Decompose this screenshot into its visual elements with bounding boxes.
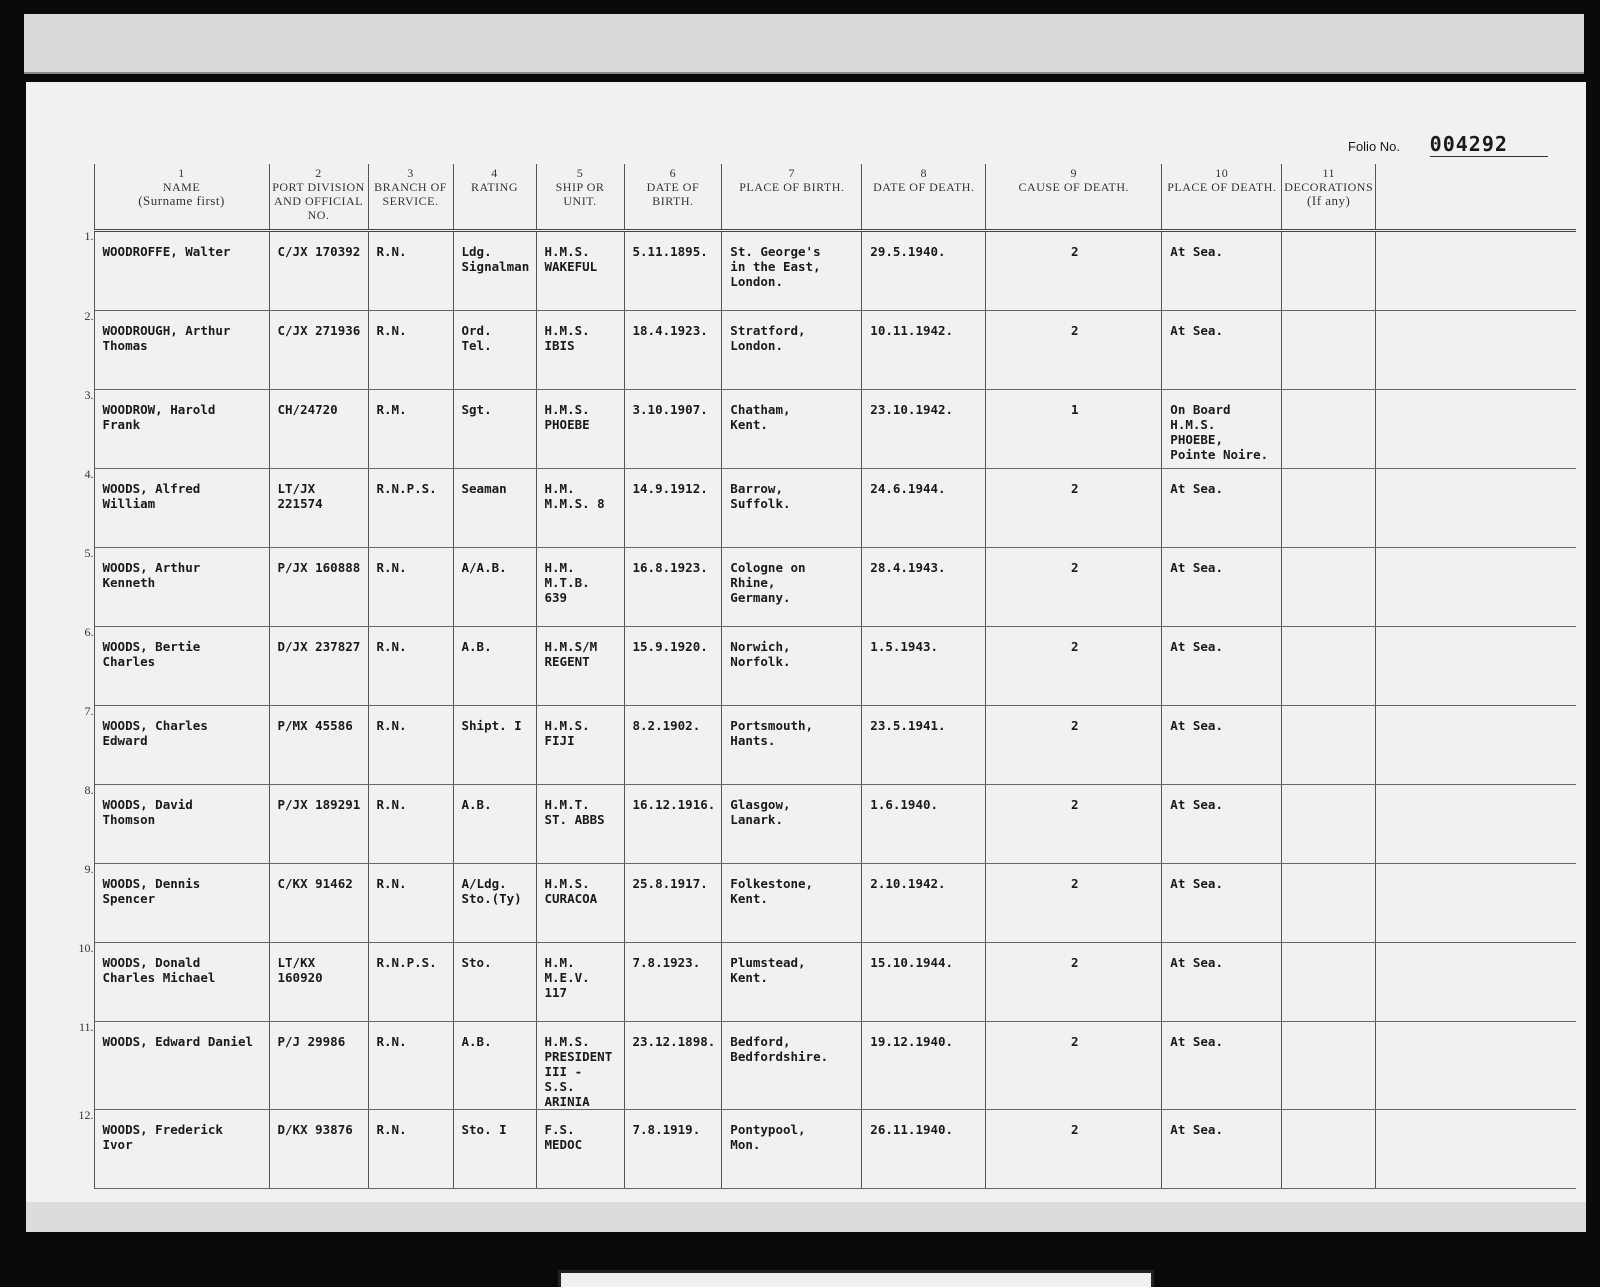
row-number-label: 8. <box>84 782 94 797</box>
row-number <box>66 624 94 706</box>
column-label: BRANCH OF SERVICE. <box>374 180 447 208</box>
column-header <box>624 164 722 231</box>
pod-cell: At Sea. <box>1162 706 1282 785</box>
folio-number <box>1348 132 1548 156</box>
decorations-cell <box>1282 943 1376 1022</box>
table-row <box>66 864 1576 943</box>
rating-cell: Ldg. Signalman <box>453 231 536 311</box>
folio-value: 004292 <box>1430 132 1548 157</box>
decorations-cell <box>1282 785 1376 864</box>
pod-cell: At Sea. <box>1162 231 1282 311</box>
column-number: 5 <box>576 166 584 180</box>
decorations-cell <box>1282 627 1376 706</box>
table-row <box>66 1110 1576 1189</box>
cause-cell: 2 <box>986 469 1162 548</box>
port-cell: D/JX 237827 <box>269 627 368 706</box>
column-number: 6 <box>669 166 677 180</box>
dob-cell: 7.8.1923. <box>624 943 722 1022</box>
dod-cell: 10.11.1942. <box>862 311 986 390</box>
branch-cell: R.N. <box>368 548 453 627</box>
port-cell: P/JX 160888 <box>269 548 368 627</box>
cause-cell: 2 <box>986 864 1162 943</box>
pob-cell: Chatham, Kent. <box>722 390 862 469</box>
table-row <box>66 231 1576 311</box>
row-number <box>66 940 94 1022</box>
rating-cell: Ord. Tel. <box>453 311 536 390</box>
pod-cell: At Sea. <box>1162 548 1282 627</box>
dob-cell: 16.12.1916. <box>624 785 722 864</box>
blank-cell <box>1376 548 1576 627</box>
blank-cell <box>1376 311 1576 390</box>
decorations-cell <box>1282 231 1376 311</box>
table-row <box>66 469 1576 548</box>
column-sublabel: (If any) <box>1307 193 1351 208</box>
name-cell: WOODS, Dennis Spencer <box>94 864 269 943</box>
register-page <box>26 82 1586 1232</box>
cause-cell: 1 <box>986 390 1162 469</box>
ship-cell: H.M.S. PHOEBE <box>536 390 624 469</box>
pob-cell: Folkestone, Kent. <box>722 864 862 943</box>
blank-cell <box>1376 706 1576 785</box>
blank-cell <box>1376 390 1576 469</box>
ship-cell: H.M. M.E.V. 117 <box>536 943 624 1022</box>
dod-cell: 23.10.1942. <box>862 390 986 469</box>
rating-cell: Sto. <box>453 943 536 1022</box>
decorations-cell <box>1282 311 1376 390</box>
column-label: SHIP OR UNIT. <box>555 180 605 208</box>
row-number-label: 9. <box>84 861 94 876</box>
ship-cell: H.M.S. CURACOA <box>536 864 624 943</box>
branch-cell: R.N. <box>368 706 453 785</box>
port-cell: P/J 29986 <box>269 1022 368 1110</box>
name-cell: WOODROFFE, Walter <box>94 231 269 311</box>
row-number-label: 6. <box>84 624 94 639</box>
column-label: CAUSE OF DEATH. <box>1018 180 1130 194</box>
cause-cell: 2 <box>986 231 1162 311</box>
column-header <box>453 164 536 231</box>
pob-cell: Cologne on Rhine, Germany. <box>722 548 862 627</box>
pob-cell: Norwich, Norfolk. <box>722 627 862 706</box>
column-label: RATING <box>471 180 518 194</box>
ship-cell: H.M. M.T.B. 639 <box>536 548 624 627</box>
cause-cell: 2 <box>986 548 1162 627</box>
pod-cell: On Board H.M.S. PHOEBE, Pointe Noire. <box>1162 390 1282 469</box>
row-number <box>66 466 94 548</box>
decorations-cell <box>1282 1110 1376 1189</box>
branch-cell: R.N.P.S. <box>368 943 453 1022</box>
row-number-label: 1. <box>84 228 94 243</box>
column-header <box>1282 164 1376 231</box>
cause-cell: 2 <box>986 627 1162 706</box>
ship-cell: H.M.S. PRESIDENT III - S.S. ARINIA <box>536 1022 624 1110</box>
name-cell: WOODS, Alfred William <box>94 469 269 548</box>
table-row <box>66 390 1576 469</box>
branch-cell: R.N. <box>368 864 453 943</box>
pod-cell: At Sea. <box>1162 311 1282 390</box>
dob-cell: 8.2.1902. <box>624 706 722 785</box>
port-cell: P/JX 189291 <box>269 785 368 864</box>
column-label: NAME <box>162 180 201 194</box>
column-header <box>986 164 1162 231</box>
dob-cell: 16.8.1923. <box>624 548 722 627</box>
port-cell: CH/24720 <box>269 390 368 469</box>
branch-cell: R.N.P.S. <box>368 469 453 548</box>
ship-cell: F.S. MEDOC <box>536 1110 624 1189</box>
pod-cell: At Sea. <box>1162 785 1282 864</box>
row-number-label: 2. <box>84 308 94 323</box>
ship-cell: H.M.S. WAKEFUL <box>536 231 624 311</box>
column-number: 3 <box>407 166 414 180</box>
ship-cell: H.M.S/M REGENT <box>536 627 624 706</box>
row-number <box>66 228 94 311</box>
rating-cell: Shipt. I <box>453 706 536 785</box>
row-number <box>66 545 94 627</box>
name-cell: WOODS, Frederick Ivor <box>94 1110 269 1189</box>
decorations-cell <box>1282 706 1376 785</box>
column-header <box>368 164 453 231</box>
row-number-header <box>66 164 94 231</box>
pod-cell: At Sea. <box>1162 943 1282 1022</box>
pob-cell: St. George's in the East, London. <box>722 231 862 311</box>
dob-cell: 5.11.1895. <box>624 231 722 311</box>
pod-cell: At Sea. <box>1162 1110 1282 1189</box>
branch-cell: R.N. <box>368 785 453 864</box>
dod-cell: 23.5.1941. <box>862 706 986 785</box>
dob-cell: 14.9.1912. <box>624 469 722 548</box>
cause-cell: 2 <box>986 311 1162 390</box>
pob-cell: Pontypool, Mon. <box>722 1110 862 1189</box>
dod-cell: 19.12.1940. <box>862 1022 986 1110</box>
rating-cell: Sgt. <box>453 390 536 469</box>
column-header <box>722 164 862 231</box>
row-number-label: 12. <box>78 1107 94 1122</box>
decorations-cell <box>1282 548 1376 627</box>
row-number-label: 11. <box>78 1019 94 1034</box>
column-header <box>536 164 624 231</box>
decorations-cell <box>1282 469 1376 548</box>
decorations-cell <box>1282 1022 1376 1110</box>
casualty-register-table <box>66 164 1576 1189</box>
dob-cell: 23.12.1898. <box>624 1022 722 1110</box>
name-cell: WOODROW, Harold Frank <box>94 390 269 469</box>
row-number <box>66 861 94 943</box>
rating-cell: Seaman <box>453 469 536 548</box>
column-header <box>269 164 368 231</box>
column-number: 1 <box>178 166 185 180</box>
decorations-cell <box>1282 864 1376 943</box>
pob-cell: Barrow, Suffolk. <box>722 469 862 548</box>
pod-cell: At Sea. <box>1162 864 1282 943</box>
column-label: DECORATIONS <box>1284 180 1374 194</box>
row-number-label: 7. <box>84 703 94 718</box>
bottom-page-tab <box>558 1270 1154 1287</box>
blank-cell <box>1376 785 1576 864</box>
table-row <box>66 943 1576 1022</box>
row-number-label: 10. <box>78 940 94 955</box>
row-number <box>66 1019 94 1110</box>
row-number-label: 4. <box>84 466 94 481</box>
port-cell: C/JX 271936 <box>269 311 368 390</box>
port-cell: D/KX 93876 <box>269 1110 368 1189</box>
name-cell: WOODS, David Thomson <box>94 785 269 864</box>
pod-cell: At Sea. <box>1162 1022 1282 1110</box>
dod-cell: 1.6.1940. <box>862 785 986 864</box>
column-number: 4 <box>491 166 498 180</box>
cause-cell: 2 <box>986 943 1162 1022</box>
dod-cell: 2.10.1942. <box>862 864 986 943</box>
blank-cell <box>1376 231 1576 311</box>
column-label: PLACE OF DEATH. <box>1167 180 1277 194</box>
column-label: PLACE OF BIRTH. <box>739 180 845 194</box>
table-row <box>66 706 1576 785</box>
pob-cell: Portsmouth, Hants. <box>722 706 862 785</box>
rating-cell: A/A.B. <box>453 548 536 627</box>
column-number: 10 <box>1215 166 1229 180</box>
port-cell: LT/JX 221574 <box>269 469 368 548</box>
dob-cell: 3.10.1907. <box>624 390 722 469</box>
blank-cell <box>1376 1110 1576 1189</box>
ship-cell: H.M.S. FIJI <box>536 706 624 785</box>
blank-cell <box>1376 943 1576 1022</box>
row-number <box>66 703 94 785</box>
column-label: DATE OF DEATH. <box>873 180 975 194</box>
column-header <box>862 164 986 231</box>
column-header <box>1162 164 1282 231</box>
row-number <box>66 387 94 469</box>
dob-cell: 7.8.1919. <box>624 1110 722 1189</box>
pod-cell: At Sea. <box>1162 469 1282 548</box>
table-row <box>66 548 1576 627</box>
pob-cell: Bedford, Bedfordshire. <box>722 1022 862 1110</box>
pod-cell: At Sea. <box>1162 627 1282 706</box>
dod-cell: 28.4.1943. <box>862 548 986 627</box>
pob-cell: Stratford, London. <box>722 311 862 390</box>
blank-cell <box>1376 627 1576 706</box>
branch-cell: R.N. <box>368 1110 453 1189</box>
name-cell: WOODROUGH, Arthur Thomas <box>94 311 269 390</box>
row-number-label: 5. <box>84 545 94 560</box>
dod-cell: 29.5.1940. <box>862 231 986 311</box>
rating-cell: A.B. <box>453 1022 536 1110</box>
dob-cell: 15.9.1920. <box>624 627 722 706</box>
pob-cell: Plumstead, Kent. <box>722 943 862 1022</box>
column-number: 2 <box>315 166 322 180</box>
register-rows <box>66 228 1576 1189</box>
dod-cell: 1.5.1943. <box>862 627 986 706</box>
rating-cell: Sto. I <box>453 1110 536 1189</box>
table-row <box>66 1022 1576 1110</box>
column-sublabel: (Surname first) <box>138 193 225 208</box>
dod-cell: 26.11.1940. <box>862 1110 986 1189</box>
rating-cell: A/Ldg. Sto.(Ty) <box>453 864 536 943</box>
table-row <box>66 627 1576 706</box>
branch-cell: R.N. <box>368 627 453 706</box>
dod-cell: 15.10.1944. <box>862 943 986 1022</box>
table-row <box>66 785 1576 864</box>
dob-cell: 25.8.1917. <box>624 864 722 943</box>
column-label: DATE OF BIRTH. <box>646 180 700 208</box>
column-number: 9 <box>1070 166 1078 180</box>
cause-cell: 2 <box>986 1110 1162 1189</box>
name-cell: WOODS, Arthur Kenneth <box>94 548 269 627</box>
column-number: 7 <box>788 166 796 180</box>
blank-cell <box>1376 864 1576 943</box>
decorations-cell <box>1282 390 1376 469</box>
blank-header <box>1376 164 1576 231</box>
branch-cell: R.N. <box>368 311 453 390</box>
port-cell: C/KX 91462 <box>269 864 368 943</box>
ship-cell: H.M.S. IBIS <box>536 311 624 390</box>
row-number <box>66 308 94 390</box>
header-row <box>66 164 1576 231</box>
ship-cell: H.M.T. ST. ABBS <box>536 785 624 864</box>
column-number: 11 <box>1322 166 1335 180</box>
table-row <box>66 311 1576 390</box>
column-header <box>94 164 269 231</box>
blank-cell <box>1376 469 1576 548</box>
pob-cell: Glasgow, Lanark. <box>722 785 862 864</box>
row-number-label: 3. <box>84 387 94 402</box>
cause-cell: 2 <box>986 1022 1162 1110</box>
rating-cell: A.B. <box>453 627 536 706</box>
name-cell: WOODS, Edward Daniel <box>94 1022 269 1110</box>
port-cell: P/MX 45586 <box>269 706 368 785</box>
name-cell: WOODS, Donald Charles Michael <box>94 943 269 1022</box>
ship-cell: H.M. M.M.S. 8 <box>536 469 624 548</box>
row-number <box>66 782 94 864</box>
branch-cell: R.N. <box>368 1022 453 1110</box>
dob-cell: 18.4.1923. <box>624 311 722 390</box>
row-number <box>66 1107 94 1189</box>
cause-cell: 2 <box>986 785 1162 864</box>
branch-cell: R.N. <box>368 231 453 311</box>
name-cell: WOODS, Bertie Charles <box>94 627 269 706</box>
branch-cell: R.M. <box>368 390 453 469</box>
cause-cell: 2 <box>986 706 1162 785</box>
dod-cell: 24.6.1944. <box>862 469 986 548</box>
column-number: 8 <box>920 166 928 180</box>
top-page-edge <box>24 14 1584 74</box>
column-label: PORT DIVISION AND OFFICIAL NO. <box>272 180 365 222</box>
name-cell: WOODS, Charles Edward <box>94 706 269 785</box>
blank-cell <box>1376 1022 1576 1110</box>
port-cell: LT/KX 160920 <box>269 943 368 1022</box>
rating-cell: A.B. <box>453 785 536 864</box>
port-cell: C/JX 170392 <box>269 231 368 311</box>
folio-label: Folio No. <box>1348 139 1401 154</box>
